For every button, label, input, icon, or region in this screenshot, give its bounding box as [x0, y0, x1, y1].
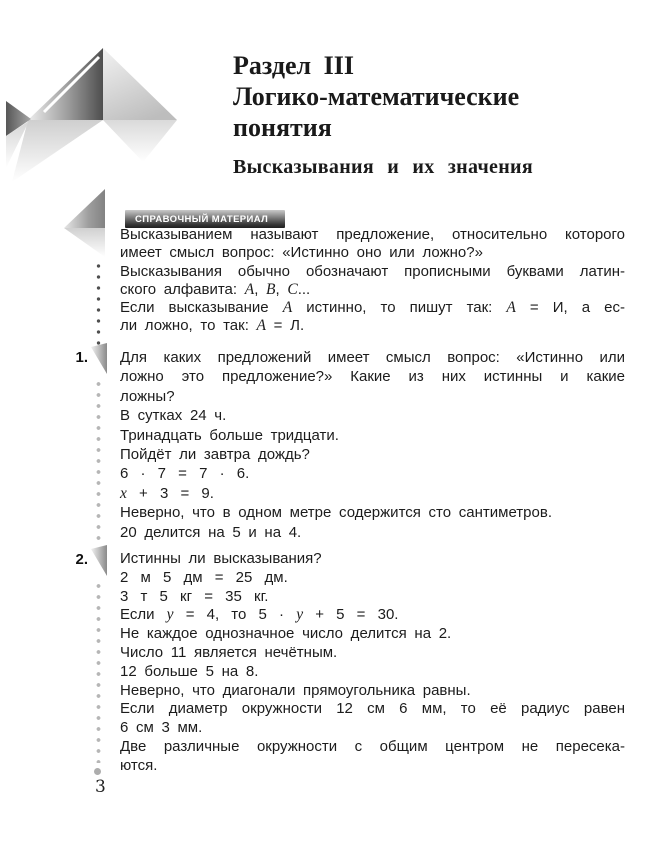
statement-line: Пойдёт ли завтра дождь?: [120, 446, 310, 464]
statement-line: Если диаметр окружности 12 см 6 мм, то её радиус равен: [120, 700, 625, 718]
equation-line: 3 т 5 кг = 35 кг.: [120, 587, 269, 605]
text-line: ложно это предложение?» Какие из них истинны и какие: [120, 368, 625, 386]
dotted-guide-line: [96, 381, 101, 541]
exercise-1-text: [120, 348, 625, 542]
statement-line: Тринадцать больше тридцати.: [120, 426, 339, 444]
exercise-2-number: 2.: [75, 551, 88, 568]
variable-letter: C: [287, 280, 298, 298]
variable-letter: B: [266, 280, 276, 298]
variable-letter: x: [120, 484, 127, 502]
text-line: Высказывания обычно обозначают прописными буквами латин-: [120, 262, 625, 280]
statement-line: Число 11 является нечётным.: [120, 643, 338, 661]
equation-line: Если y = 4, то 5 · y + 5 = 30.: [120, 606, 399, 624]
text-line: ложны?: [120, 387, 175, 405]
reference-material-badge: СПРАВОЧНЫЙ МАТЕРИАЛ: [125, 210, 285, 228]
text-line: имеет смысл вопрос: «Истинно оно или ложно?»: [120, 244, 483, 262]
variable-letter: y: [296, 606, 304, 624]
text-line: ли ложно, то так: A = Л.: [120, 317, 305, 335]
statement-line: В сутках 24 ч.: [120, 407, 227, 425]
exercise-marker-icon: [91, 343, 107, 374]
section-title: [233, 50, 519, 143]
statement-line: ются.: [120, 756, 158, 774]
statement-line: Неверно, что в одном метре содержится сто сантиметров.: [120, 504, 552, 522]
exercise-2-text: [120, 550, 625, 776]
exercise-marker-icon: [91, 545, 107, 576]
variable-letter: A: [256, 317, 267, 335]
section-title-line: понятия: [233, 113, 332, 142]
statement-line: Не каждое однозначное число делится на 2.: [120, 625, 452, 643]
equation-line: 6 · 7 = 7 · 6.: [120, 465, 250, 483]
text-line: Истинны ли высказывания?: [120, 550, 322, 567]
reference-material-text: [120, 226, 625, 336]
variable-letter: A: [506, 299, 516, 317]
text-line: Если высказывание A истинно, то пишут так: A = И, а ес-: [120, 299, 625, 317]
text-line: ского алфавита: A, B, C...: [120, 280, 311, 298]
variable-letter: A: [244, 280, 255, 298]
exercise-1-number: 1.: [75, 349, 88, 366]
dotted-guide-line: [96, 583, 101, 763]
dotted-guide-line: [96, 263, 101, 351]
section-title-line: Логико-математические: [233, 82, 520, 111]
equation-line: 2 м 5 дм = 25 дм.: [120, 568, 288, 586]
text-line: Для каких предложений имеет смысл вопрос: «Истинно или: [120, 349, 625, 366]
statement-line: 20 делится на 5 и на 4.: [120, 523, 302, 541]
text-line: Высказыванием называют предложение, относительно которого: [120, 226, 625, 243]
statement-line: 12 больше 5 на 8.: [120, 662, 259, 680]
page-number: 3: [95, 777, 106, 797]
chapter-subtitle: Высказывания и их значения: [233, 156, 534, 178]
dotted-guide-end-dot: [94, 768, 101, 775]
statement-line: Две различные окружности с общим центром не пересека-: [120, 737, 625, 755]
statement-line: 6 см 3 мм.: [120, 719, 203, 737]
variable-letter: A: [282, 299, 293, 317]
equation-line: x + 3 = 9.: [120, 484, 214, 502]
section-title-line: Раздел III: [233, 51, 354, 80]
statement-line: Неверно, что диагонали прямоугольника равны.: [120, 681, 471, 699]
variable-letter: y: [166, 606, 174, 624]
